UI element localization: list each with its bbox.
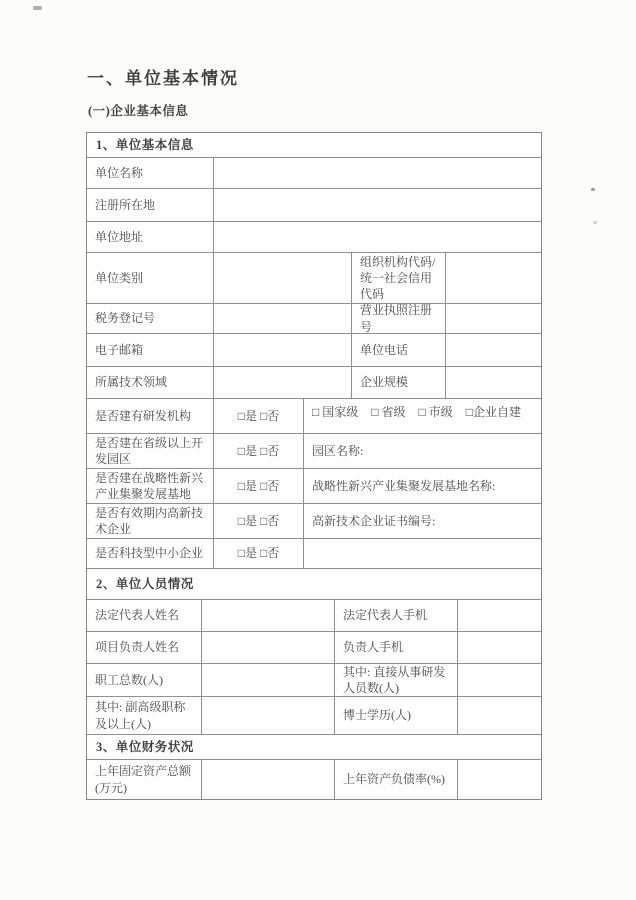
label-unit-name: 单位名称 bbox=[95, 165, 144, 180]
value-legal-rep-phone bbox=[457, 600, 541, 631]
section1-header-row bbox=[87, 133, 541, 158]
section3-header-row bbox=[87, 735, 541, 760]
label-leader-phone: 负责人手机 bbox=[334, 632, 457, 663]
checkbox-option-national: □ 国家级 bbox=[312, 405, 359, 419]
checkbox-option-municipal: □ 市级 bbox=[418, 405, 453, 419]
row-strategic-base bbox=[87, 469, 541, 504]
checkbox-yes-no-hitech: □是 □否 bbox=[213, 504, 303, 538]
page-subtitle: (一)企业基本信息 bbox=[88, 104, 189, 118]
row-sme bbox=[87, 539, 541, 569]
row-unit-address bbox=[87, 222, 541, 253]
label-org-code: 组织机构代码/统一社会信用代码 bbox=[351, 253, 445, 303]
value-sme-extra bbox=[303, 539, 541, 568]
value-license-no bbox=[445, 304, 541, 333]
value-rd-staff-count bbox=[457, 664, 541, 696]
row-hitech-enterprise bbox=[87, 504, 541, 539]
value-debt-ratio bbox=[457, 760, 541, 799]
label-strategic-base-name: 战略性新兴产业集聚发展基地名称: bbox=[303, 469, 541, 503]
value-legal-rep-name bbox=[201, 600, 334, 631]
label-tech-field: 所属技术领域 bbox=[95, 375, 168, 390]
label-enterprise-scale: 企业规模 bbox=[351, 367, 445, 398]
value-project-leader-name bbox=[201, 632, 334, 663]
label-senior-title-count: 其中: 副高级职称及以上(人) bbox=[95, 700, 186, 731]
label-rd-staff-count: 其中: 直接从事研发人员数(人) bbox=[334, 664, 457, 696]
row-project-leader-name bbox=[87, 632, 541, 664]
value-tax-no bbox=[213, 304, 351, 333]
row-unit-name bbox=[87, 158, 541, 189]
checkbox-yes-no-rd-institution: □是 □否 bbox=[213, 399, 303, 433]
checkbox-option-self-built: □企业自建 bbox=[465, 405, 521, 419]
label-staff-total: 职工总数(人) bbox=[95, 672, 163, 687]
label-sme: 是否科技型中小企业 bbox=[95, 546, 204, 561]
row-staff-total bbox=[87, 664, 541, 697]
scan-artifact bbox=[591, 188, 595, 191]
checkbox-yes-no-sme: □是 □否 bbox=[213, 539, 303, 568]
page-title: 一、单位基本情况 bbox=[87, 69, 239, 88]
label-reg-location: 注册所在地 bbox=[95, 197, 156, 212]
scan-artifact bbox=[33, 6, 42, 10]
checkbox-yes-no-strategic-base: □是 □否 bbox=[213, 469, 303, 503]
row-senior-title-count bbox=[87, 697, 541, 735]
row-tax-no bbox=[87, 304, 541, 334]
rd-institution-level-options bbox=[303, 399, 541, 433]
label-strategic-base: 是否建在战略性新兴产业集聚发展基地 bbox=[95, 470, 204, 501]
checkbox-yes-no-dev-zone: □是 □否 bbox=[213, 434, 303, 468]
value-reg-location bbox=[213, 189, 541, 221]
section2-header-row bbox=[87, 569, 541, 600]
label-unit-address: 单位地址 bbox=[95, 229, 144, 244]
label-fixed-assets: 上年固定资产总额(万元) bbox=[95, 764, 192, 795]
label-license-no: 营业执照注册号 bbox=[351, 304, 445, 333]
value-email bbox=[213, 334, 351, 366]
label-zone-name: 园区名称: bbox=[303, 434, 541, 468]
row-tech-field bbox=[87, 367, 541, 399]
label-unit-type: 单位类别 bbox=[95, 270, 144, 285]
row-fixed-assets bbox=[87, 760, 541, 799]
value-unit-type bbox=[213, 253, 351, 303]
value-enterprise-scale bbox=[445, 367, 541, 398]
row-unit-type bbox=[87, 253, 541, 304]
row-reg-location bbox=[87, 189, 541, 222]
row-rd-institution bbox=[87, 399, 541, 434]
scan-artifact bbox=[593, 221, 597, 224]
label-email: 电子邮箱 bbox=[95, 342, 144, 357]
label-phd-count: 博士学历(人) bbox=[334, 697, 457, 734]
value-tech-field bbox=[213, 367, 351, 398]
label-project-leader-name: 项目负责人姓名 bbox=[95, 640, 180, 655]
row-legal-rep-name bbox=[87, 600, 541, 632]
value-staff-total bbox=[201, 664, 334, 696]
label-rd-institution: 是否建有研发机构 bbox=[95, 408, 192, 423]
value-phd-count bbox=[457, 697, 541, 734]
row-dev-zone bbox=[87, 434, 541, 469]
section2-header: 2、单位人员情况 bbox=[96, 576, 194, 591]
label-dev-zone: 是否建在省级以上开发园区 bbox=[95, 435, 204, 466]
checkbox-option-provincial: □ 省级 bbox=[371, 405, 406, 419]
label-legal-rep-name: 法定代表人姓名 bbox=[95, 608, 180, 623]
value-senior-title-count bbox=[201, 697, 334, 734]
section1-header: 1、单位基本信息 bbox=[96, 137, 194, 152]
value-unit-phone bbox=[445, 334, 541, 366]
label-debt-ratio: 上年资产负债率(%) bbox=[334, 760, 457, 799]
value-org-code bbox=[445, 253, 541, 303]
row-email bbox=[87, 334, 541, 367]
label-hitech-cert-no: 高新技术企业证书编号: bbox=[303, 504, 541, 538]
value-unit-name bbox=[213, 158, 541, 188]
value-unit-address bbox=[213, 222, 541, 252]
value-leader-phone bbox=[457, 632, 541, 663]
enterprise-info-form-table bbox=[86, 132, 542, 800]
label-unit-phone: 单位电话 bbox=[351, 334, 445, 366]
label-tax-no: 税务登记号 bbox=[95, 311, 156, 326]
label-legal-rep-phone: 法定代表人手机 bbox=[334, 600, 457, 631]
section3-header: 3、单位财务状况 bbox=[96, 739, 194, 754]
label-hitech-enterprise: 是否有效期内高新技术企业 bbox=[95, 505, 204, 536]
value-fixed-assets bbox=[201, 760, 334, 799]
